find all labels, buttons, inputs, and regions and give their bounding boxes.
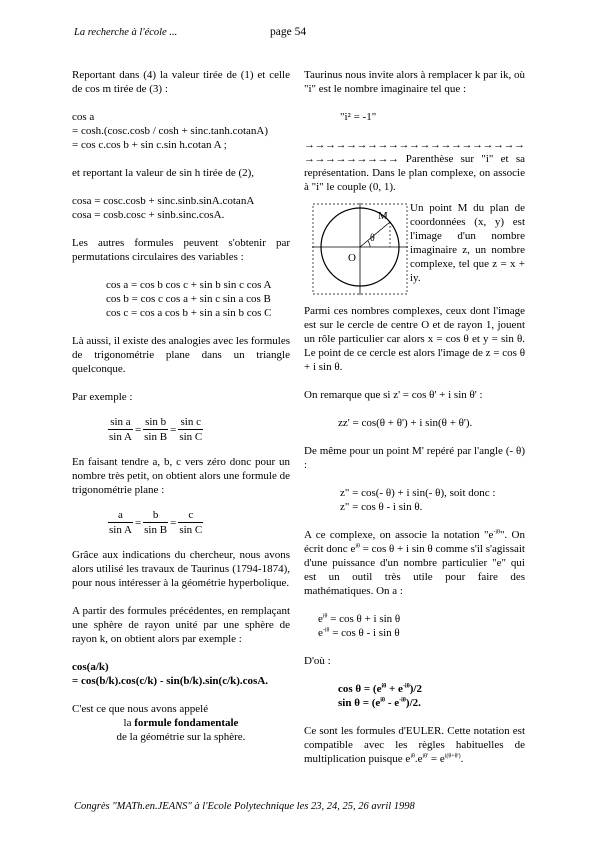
paragraph: Parmi ces nombres complexes, ceux dont l'image est sur le cercle de centre O et de rayon 1, jouent un rôle particulier car alors x = cos θ et y = sin θ. Le point de ce cercle est alors l'image de z = cos θ + i sin θ. xyxy=(304,305,525,373)
formula-bold: $\cos \theta = (e^{i\theta} + e^{-i\theta})/2$ xyxy=(338,683,422,695)
paragraph: →→→→→→→→→ Parenthèse sur "i" et sa représentation. Dans le plan complexe, on associe à "i" le couple (0, 1). xyxy=(304,153,525,193)
paragraph: Là aussi, il existe des analogies avec les formules de trigonométrie plane dans un triangle quelconque. xyxy=(72,335,290,375)
equation-line: cos a xyxy=(72,111,95,123)
unit-circle-diagram xyxy=(312,203,408,295)
formula-bold: cos(a/k) xyxy=(72,661,109,673)
paragraph: De même pour un point M' repéré par l'angle (- θ) : xyxy=(304,445,525,471)
running-footer: Congrès "MATh.en.JEANS" à l'Ecole Polytechnique les 23, 24, 25, 26 avril 1998 xyxy=(74,801,415,812)
equation-line: = cos c.cos b + sin c.sin h.cotan A ; xyxy=(72,139,227,151)
formula-bold: = cos(b/k).cos(c/k) - sin(b/k).sin(c/k).cosA. xyxy=(72,675,269,687)
paragraph: Les autres formules peuvent s'obtenir par permutations circulaires des variables : xyxy=(72,237,290,263)
arrow-rule: →→→→→→→→→→→→→→→→→→→→→ xyxy=(304,139,525,151)
paragraph: On remarque que si z' = cos θ' + i sin θ' : xyxy=(304,389,483,401)
paragraph: C'est ce que nous avons appelé xyxy=(72,703,209,715)
equation-line: $e^{-i\theta} = \cos \theta - i$ sin θ xyxy=(318,627,400,639)
left-column xyxy=(72,68,290,744)
equation-line: cosa = cosc.cosb + sinc.sinb.sinA.cotanA xyxy=(72,195,255,207)
equation-line: zz' = cos(θ + θ') + i sin(θ + θ'). xyxy=(338,417,473,429)
figure-block xyxy=(304,201,525,297)
fraction: $\frac{\text{sin b}}{\text{sin B}}$ xyxy=(144,416,168,443)
paragraph: D'où : xyxy=(304,655,331,667)
running-header: La recherche à l'école ... xyxy=(74,27,178,38)
paragraph: de la géométrie sur la sphère. xyxy=(116,731,246,743)
paragraph: Taurinus nous invite alors à remplacer k par ik, où "i" est le nombre imaginaire tel que : xyxy=(304,69,525,95)
paragraph: Reportant dans (4) la valeur tirée de (1) et celle de cos m tirée de (3) : xyxy=(72,69,290,95)
equation-line: cos c = cos a cos b + sin a sin b cos C xyxy=(106,307,272,319)
paragraph: la formule fondamentale xyxy=(123,717,239,729)
fraction: $\frac{\text{sin c}}{\text{sin C}}$ xyxy=(179,416,203,443)
paragraph: Par exemple : xyxy=(72,391,133,403)
equation-line: = cosh.(cosc.cosb / cosh + sinc.tanh.cotanA) xyxy=(72,125,268,137)
equation-line: cos b = cos c cos a + sin c sin a cos B xyxy=(106,293,271,305)
paragraph: A ce complexe, on associe la notation "$e^{-i\theta}$". On écrit donc $e^{i\theta} = \cos \theta + i$ sin θ comme s'il s'agissait d'une puissance d'un nombre particulier "e" qui est un outil très utile pour faire des mathématiques. On a : xyxy=(304,529,525,597)
paragraph: En faisant tendre a, b, c vers zéro donc pour un nombre très petit, on obtient alors une formule de trigonométrie plane : xyxy=(72,456,290,496)
equation-line: "i² = -1" xyxy=(340,111,377,123)
fraction: $\frac{a}{\text{sin A}}$ xyxy=(109,509,132,536)
paragraph: A partir des formules précédentes, en remplaçant une sphère de rayon unité par une sphère de rayon k, on obtient alors par exemple : xyxy=(72,605,290,645)
fraction: $\frac{c}{\text{sin C}}$ xyxy=(179,509,203,536)
fraction: $\frac{b}{\text{sin B}}$ xyxy=(144,509,168,536)
equation-line: z" = cos(- θ) + i sin(- θ), soit donc : xyxy=(340,487,496,499)
formula-bold: $\sin \theta = (e^{i\theta} - e^{-i\theta})/2$. xyxy=(338,697,421,709)
sine-rule-spherical: $\frac{\text{sin a}}{\text{sin A}}$ = $\frac{\text{sin b}}{\text{sin B}}$ = $\frac{\text{sin c}}{\text{sin C}}$ xyxy=(109,416,203,443)
fraction: $\frac{\text{sin a}}{\text{sin A}}$ xyxy=(109,416,132,443)
figure-caption: Un point M du plan de coordonnées (x, y) est l'image d'un nombre imaginaire z, un nombre complexe, tel que z = x + iy. xyxy=(410,202,525,284)
equation-line: cosa = cosb.cosc + sinb.sinc.cosA. xyxy=(72,209,225,221)
point-m-label: M xyxy=(378,210,388,222)
paragraph: Grâce aux indications du chercheur, nous avons alors utilisé les travaux de Taurinus (1794-1874), pour nous intéresser à la géométrie hyperbolique. xyxy=(72,549,290,589)
equation-line: z" = cos θ - i sin θ. xyxy=(340,501,423,513)
origin-label: O xyxy=(348,252,356,264)
equation-line: cos a = cos b cos c + sin b sin c cos A xyxy=(106,279,272,291)
sine-rule-plane: $\frac{a}{\text{sin A}}$ = $\frac{b}{\text{sin B}}$ = $\frac{c}{\text{sin C}}$ xyxy=(109,509,203,536)
equation-line: $e^{i\theta} = \cos \theta + i$ sin θ xyxy=(318,613,401,625)
page-number: page 54 xyxy=(270,26,307,38)
paragraph: Ce sont les formules d'EULER. Cette notation est compatible avec les règles habituelles de multiplication puisque $e^{i\theta}.e^{i\theta'} = e^{i(\theta+\theta')}$. xyxy=(304,725,525,765)
paragraph: et reportant la valeur de sin h tirée de (2), xyxy=(72,167,255,179)
right-column xyxy=(304,68,525,766)
theta-label: θ xyxy=(370,233,375,244)
